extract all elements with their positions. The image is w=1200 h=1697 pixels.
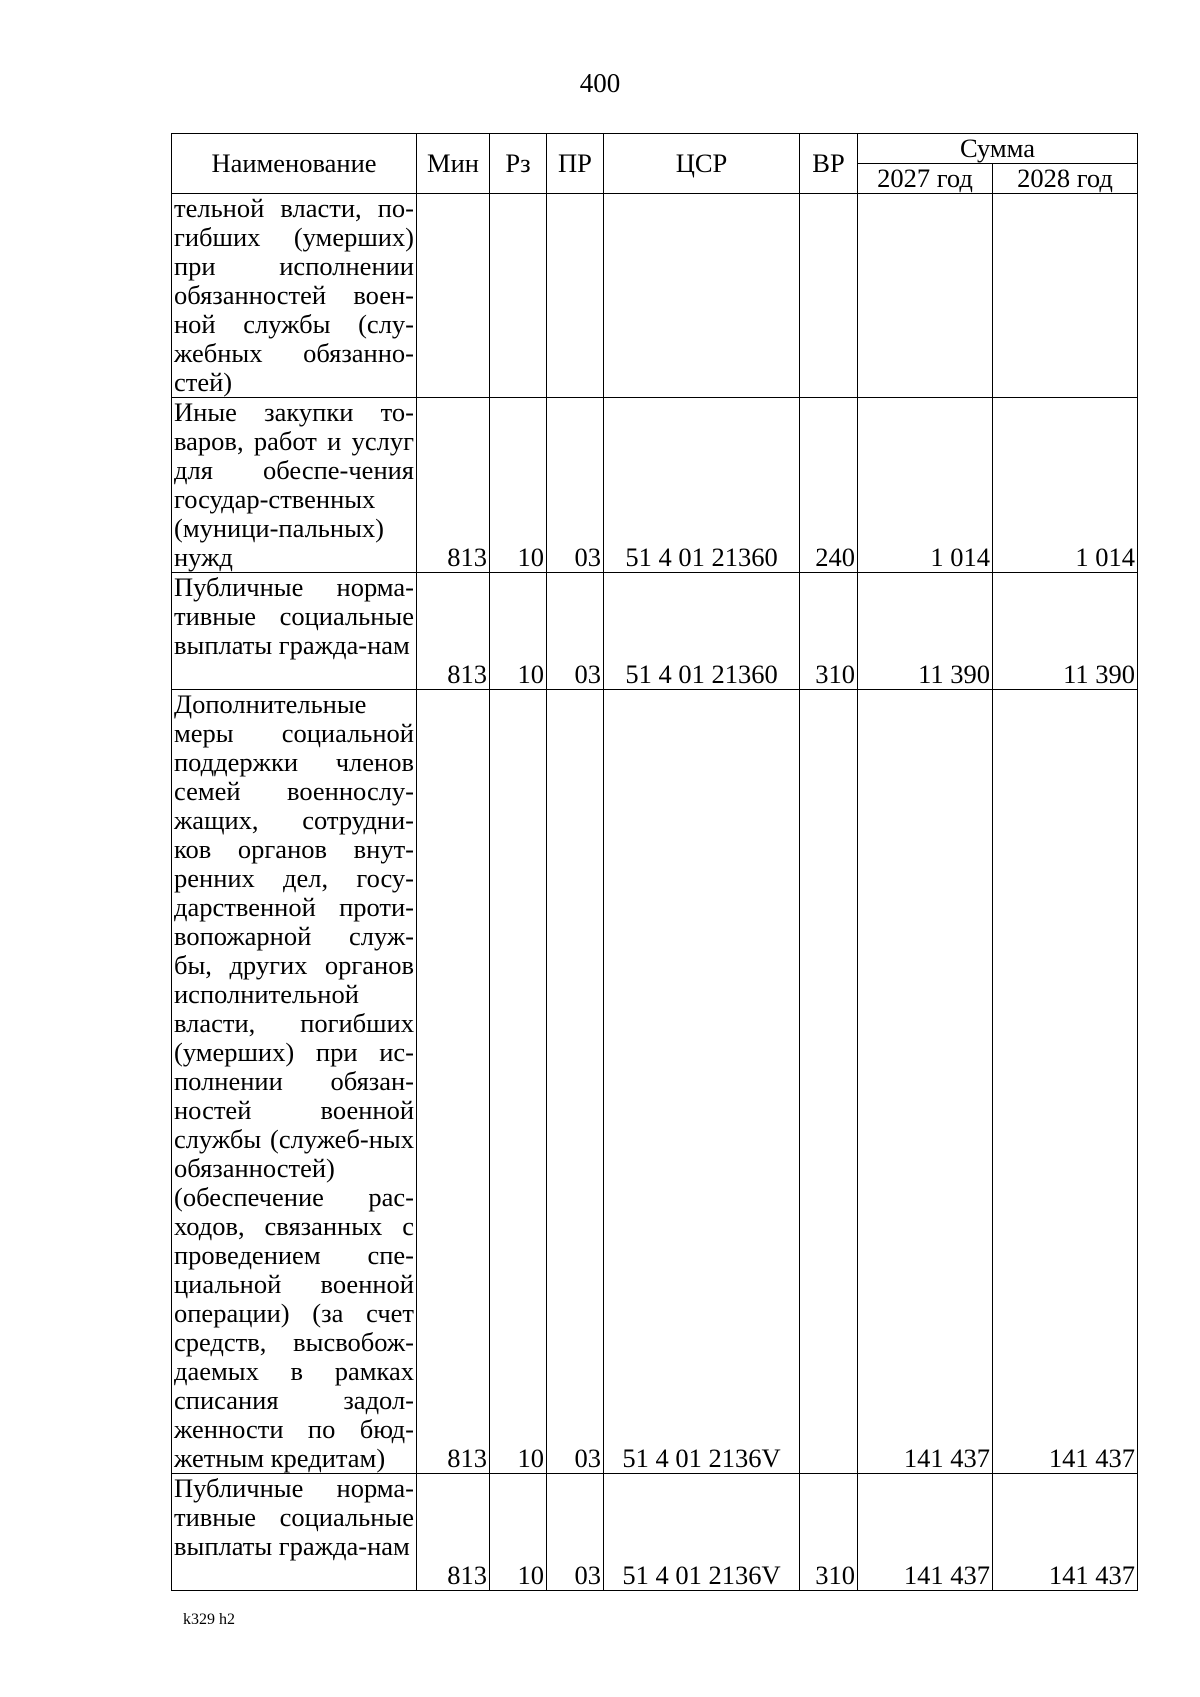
table-row <box>172 398 1138 573</box>
row-min: 813 <box>417 1474 490 1591</box>
col-header-rz: Рз <box>490 134 547 194</box>
row-pr <box>547 194 604 398</box>
row-name: Дополнительные меры социальной поддержки членов семей военнослу-жащих, сотрудни-ков органов внут-ренних дел, госу-дарственной проти-вопожарной служ-бы, других органов исполнительной власти, погибших (умерших) при ис-полнении обязан-ностей военной службы (служеб-ных обязанностей) (обеспечение рас-ходов, связанных с проведением спе-циальной военной операции) (за счет средств, высвобож-даемых в рамках списания задол-женности по бюд-жетным кредитам) <box>172 690 417 1474</box>
row-sum-2028 <box>993 194 1138 398</box>
row-rz: 10 <box>490 398 547 573</box>
row-csr: 51 4 01 21360 <box>604 398 800 573</box>
row-rz: 10 <box>490 690 547 1474</box>
row-sum-2027 <box>858 194 993 398</box>
page-number: 400 <box>579 68 621 98</box>
col-header-vr: ВР <box>800 134 858 194</box>
table-row <box>172 573 1138 690</box>
row-sum-2028: 1 014 <box>993 398 1138 573</box>
row-sum-2027: 141 437 <box>858 690 993 1474</box>
row-sum-2027: 141 437 <box>858 1474 993 1591</box>
row-vr: 240 <box>800 398 858 573</box>
row-min <box>417 194 490 398</box>
row-sum-2028: 141 437 <box>993 1474 1138 1591</box>
row-rz: 10 <box>490 1474 547 1591</box>
row-name: тельной власти, по-гибших (умерших) при исполнении обязанностей воен-ной службы (слу-жебных обязанно-стей) <box>172 194 417 398</box>
row-rz <box>490 194 547 398</box>
budget-table <box>171 133 1138 1591</box>
table-row <box>172 690 1138 1474</box>
row-pr: 03 <box>547 573 604 690</box>
row-pr: 03 <box>547 1474 604 1591</box>
row-csr: 51 4 01 2136V <box>604 690 800 1474</box>
row-vr: 310 <box>800 573 858 690</box>
row-rz: 10 <box>490 573 547 690</box>
row-csr: 51 4 01 21360 <box>604 573 800 690</box>
row-vr: 310 <box>800 1474 858 1591</box>
row-sum-2027: 11 390 <box>858 573 993 690</box>
row-vr <box>800 194 858 398</box>
col-header-sum: Сумма <box>858 134 1138 164</box>
table-row <box>172 1474 1138 1591</box>
col-header-csr: ЦСР <box>604 134 800 194</box>
footer-code: k329 h2 <box>183 1611 235 1628</box>
row-min: 813 <box>417 573 490 690</box>
col-header-min: Мин <box>417 134 490 194</box>
col-header-year-2028: 2028 год <box>993 164 1138 194</box>
row-pr: 03 <box>547 398 604 573</box>
row-sum-2028: 141 437 <box>993 690 1138 1474</box>
col-header-pr: ПР <box>547 134 604 194</box>
col-header-year-2027: 2027 год <box>858 164 993 194</box>
col-header-name: Наименование <box>172 134 417 194</box>
row-csr: 51 4 01 2136V <box>604 1474 800 1591</box>
row-min: 813 <box>417 690 490 1474</box>
table-row <box>172 194 1138 398</box>
row-min: 813 <box>417 398 490 573</box>
row-sum-2027: 1 014 <box>858 398 993 573</box>
row-csr <box>604 194 800 398</box>
row-sum-2028: 11 390 <box>993 573 1138 690</box>
row-name: Публичные норма-тивные социальные выплаты гражда-нам <box>172 573 417 690</box>
row-pr: 03 <box>547 690 604 1474</box>
row-vr <box>800 690 858 1474</box>
row-name: Публичные норма-тивные социальные выплаты гражда-нам <box>172 1474 417 1591</box>
row-name: Иные закупки то-варов, работ и услуг для обеспе-чения государ-ственных (муници-пальных) нужд <box>172 398 417 573</box>
